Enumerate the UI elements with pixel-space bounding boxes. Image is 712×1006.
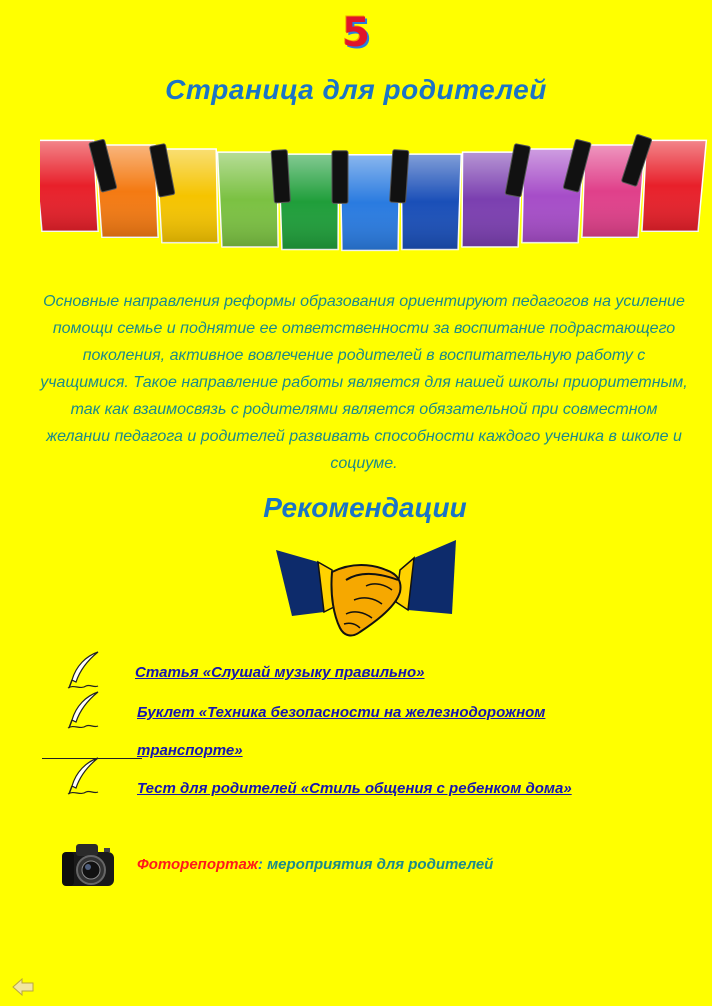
feather-quill-icon [66, 690, 102, 730]
link-booklet-railway-safety[interactable]: Буклет «Техника безопасности на железнодорожном [137, 704, 546, 721]
piano-key-shine [40, 140, 98, 231]
recommendations-heading: Рекомендации [263, 492, 467, 523]
link-booklet-railway-safety-cont[interactable]: транспорте» [137, 742, 243, 759]
feather-quill-icon [66, 650, 102, 690]
piano-black-key [332, 151, 348, 204]
link-parent-test[interactable]: Тест для родителей «Стиль общения с ребенком дома» [137, 780, 572, 797]
photo-report-text[interactable]: мероприятия для родителей [267, 856, 494, 873]
handshake-image [274, 540, 458, 640]
feather-quill-icon [66, 756, 102, 796]
camera-icon[interactable] [58, 840, 118, 890]
link-article-music[interactable]: Статья «Слушай музыку правильно» [135, 664, 425, 681]
page-title: Страница для родителей [165, 74, 547, 105]
rainbow-piano-keyboard-image [40, 128, 710, 268]
photo-report-separator: : [257, 856, 263, 873]
photo-report-line[interactable] [137, 856, 493, 873]
piano-key-shine [642, 140, 706, 231]
back-arrow-icon[interactable] [12, 978, 34, 996]
photo-report-label[interactable]: Фоторепортаж [137, 856, 258, 873]
piano-key-shine [401, 154, 461, 249]
piano-key-shine [340, 155, 400, 251]
piano-key-shine [217, 152, 278, 247]
page-number: 5 [342, 10, 370, 56]
intro-paragraph: Основные направления реформы образования ориентируют педагогов на усиление помощи семье и поднятие ее ответственности за воспитание подрастающего поколения, активное вовлечение родителей в воспитательную работу с учащимися. Такое направление работы является для нашей школы приоритетным, так как взаимосвязь с родителями является обязательной при совместном желании педагога и родителей развивать способности каждого ученика в школе и социуме. [40, 293, 688, 472]
piano-black-key [390, 150, 409, 203]
piano-black-key [271, 150, 290, 203]
